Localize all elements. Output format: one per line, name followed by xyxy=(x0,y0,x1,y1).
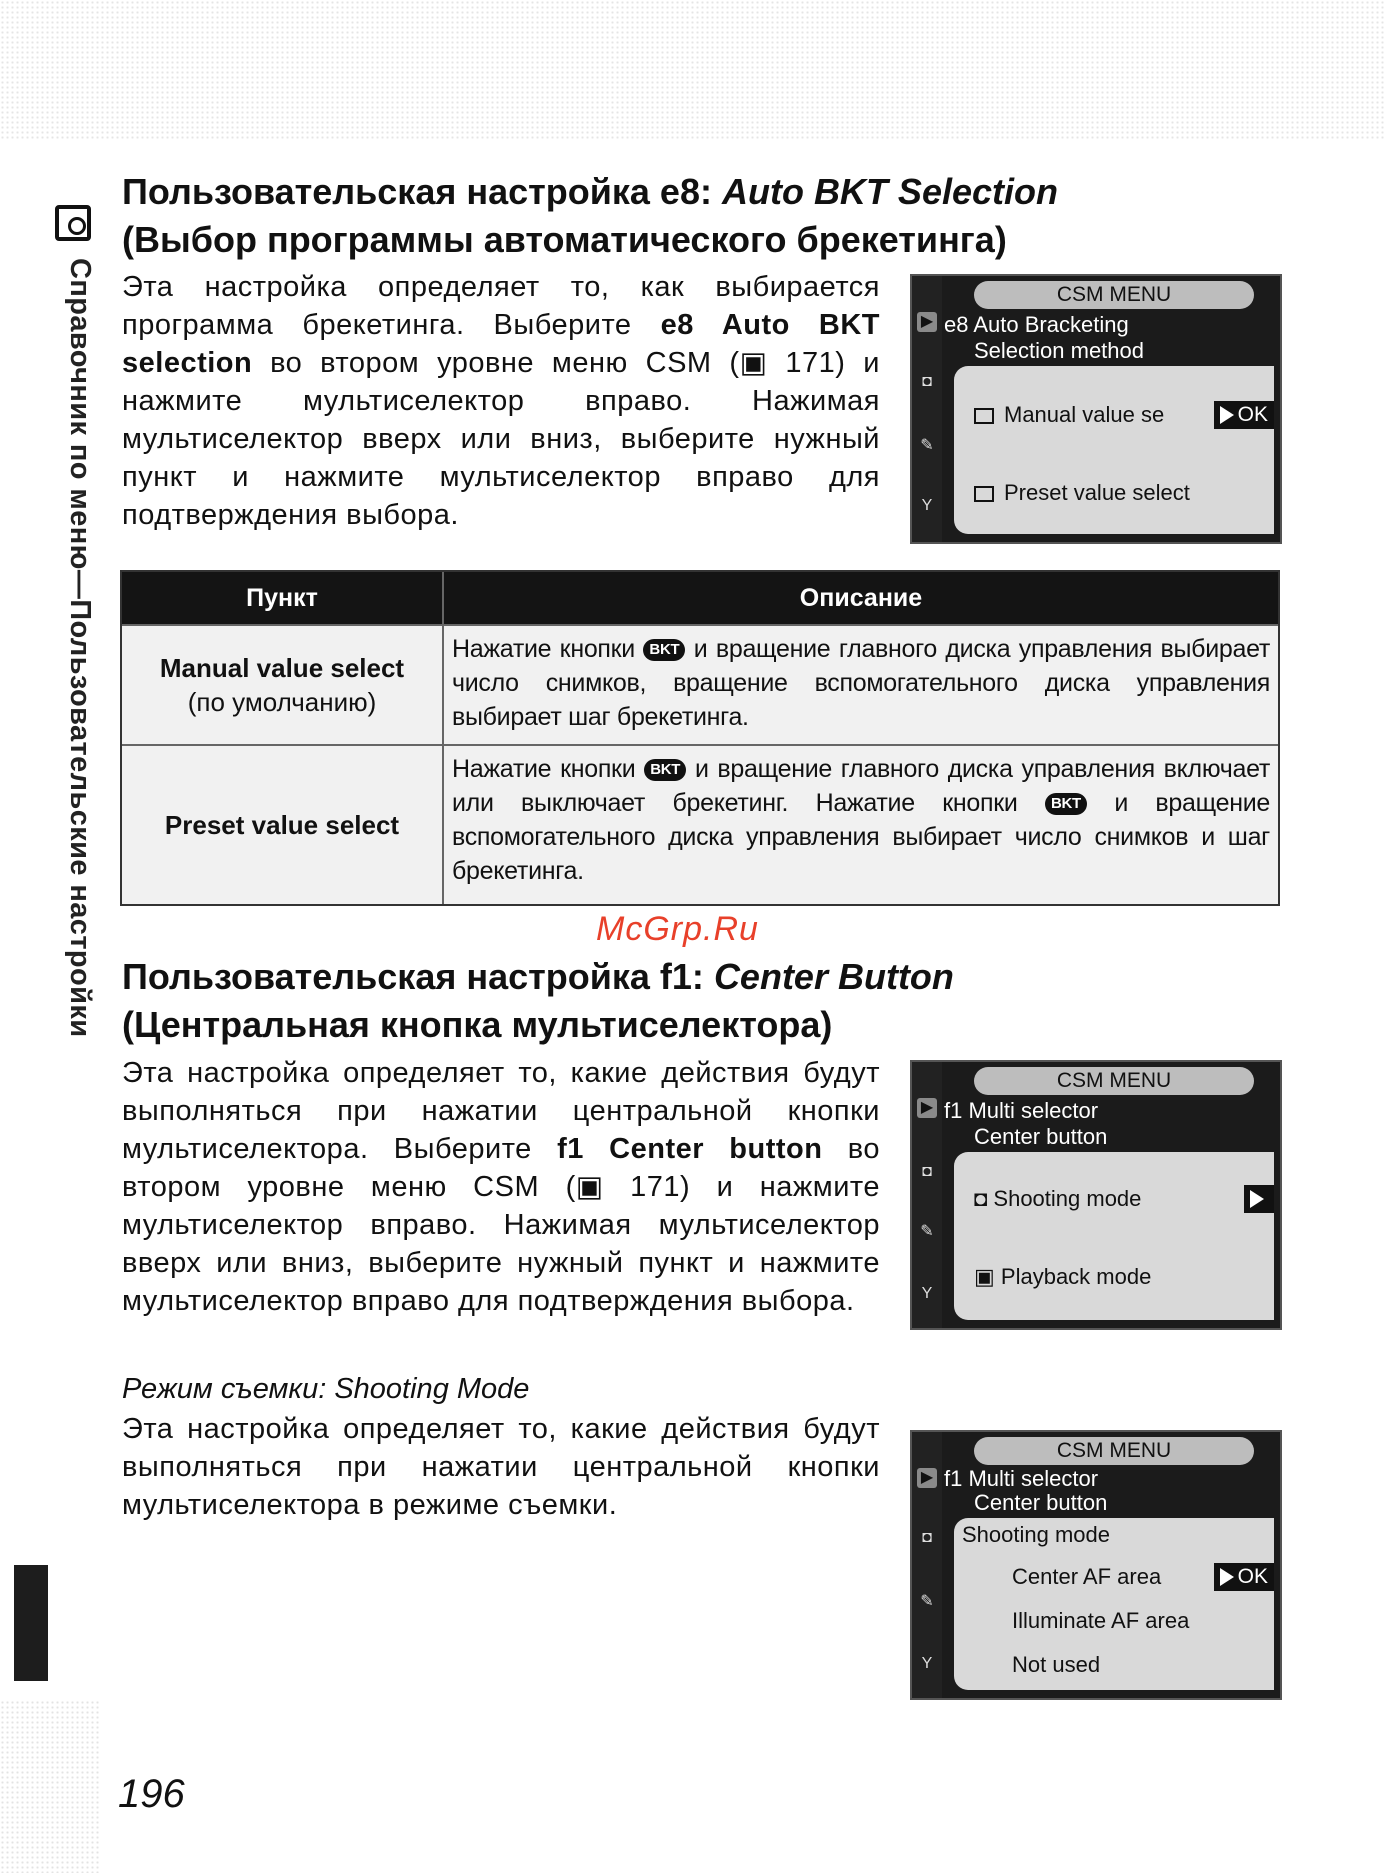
lcd-option-center-af: Center AF area OK xyxy=(954,1560,1274,1594)
bracket-icon xyxy=(974,408,994,424)
camera-icon: ◘ xyxy=(974,1186,994,1211)
wrench-tab-icon: Y xyxy=(921,497,933,514)
table-header-item: Пункт xyxy=(122,572,444,624)
bkt-button-icon: BKT xyxy=(643,639,685,661)
lcd-menu-title: CSM MENU xyxy=(974,1437,1254,1465)
playback-tab-icon: ▶ xyxy=(917,1468,937,1488)
pencil-tab-icon: ✎ xyxy=(920,437,934,454)
lcd-panel-title: Shooting mode xyxy=(962,1522,1110,1547)
table-row: Manual value select (по умолчанию) Нажатие кнопки BKT и вращение главного диска управления выбирает число снимков, вращение вспомогательного диска управления выбирает шаг брекетинга. xyxy=(122,624,1278,744)
section-thumb-tab xyxy=(14,1565,48,1681)
lcd-option-shooting: ◘ Shooting mode xyxy=(954,1182,1274,1216)
sidebar-section-label: Справочник по меню—Пользовательские настройки xyxy=(64,258,96,1038)
section-f1-title: Пользовательская настройка f1: Center Button xyxy=(122,956,954,997)
camera-tab-icon: ◘ xyxy=(922,373,932,390)
shooting-mode-heading: Режим съемки: Shooting Mode xyxy=(122,1373,530,1405)
table-row: Preset value select Нажатие кнопки BKT и вращение главного диска управления включает или выключает брекетинг. Нажатие кнопки BKT и вращение вспомогательного диска управления выбирает число снимков и шаг брекетинга. xyxy=(122,744,1278,904)
section-e8-paragraph: Эта настройка определяет то, как выбирается программа брекетинга. Выберите e8 Auto BKT selection во втором уровне меню CSM (▣ 171) и нажмите мультиселектор вправо. Нажимая мультиселектор вверх или вниз, выберите нужный пункт и нажмите мультиселектор вправо для подтверждения выбора. xyxy=(122,271,881,531)
playback-tab-icon: ▶ xyxy=(917,312,937,332)
section-e8-title: Пользовательская настройка e8: Auto BKT Selection xyxy=(122,171,1058,212)
section-f1-paragraph: Эта настройка определяет то, какие действия будут выполняться при нажатии центральной кнопки мультиселектора. Выберите f1 Center button во втором уровне меню CSM (▣ 171) и нажмите мультиселектор вправо. Нажимая мультиселектор вверх или вниз, выберите нужный пункт и нажмите мультиселектор вправо для подтверждения выбора. xyxy=(122,1057,880,1317)
page-number: 196 xyxy=(118,1772,185,1816)
lcd-f1-screen xyxy=(910,1060,1282,1330)
shooting-mode-paragraph: Эта настройка определяет то, какие действия будут выполняться при нажатии центральной кнопки мультиселектора в режиме съемки. xyxy=(122,1413,880,1521)
lcd-option-manual: Manual value se OK xyxy=(954,398,1274,432)
lcd-option-preset: Preset value select xyxy=(954,476,1274,510)
lcd-menu-title: CSM MENU xyxy=(974,281,1254,309)
lcd-option-not-used: Not used xyxy=(1012,1652,1101,1677)
camera-tab-icon: ◘ xyxy=(922,1529,932,1546)
watermark: McGrp.Ru xyxy=(596,910,759,948)
lcd-item-code: e8 Auto Bracketing xyxy=(944,312,1129,337)
lcd-item-code: f1 Multi selector xyxy=(944,1098,1099,1123)
lcd-item-code: f1 Multi selector xyxy=(944,1466,1099,1491)
camera-tab-icon: ◘ xyxy=(922,1163,932,1180)
bottom-scan-noise xyxy=(0,1700,100,1873)
lcd-e8-screen xyxy=(910,274,1282,544)
wrench-tab-icon: Y xyxy=(921,1285,933,1302)
pencil-tab-icon: ✎ xyxy=(920,1593,934,1610)
menu-ref-icon: ▣ xyxy=(575,1171,631,1203)
wrench-tab-icon: Y xyxy=(921,1655,933,1672)
lcd-option-playback: ▣ Playback mode xyxy=(974,1264,1152,1289)
pencil-tab-icon: ✎ xyxy=(920,1223,934,1240)
bracket-icon xyxy=(974,486,994,502)
lcd-shooting-screen xyxy=(910,1430,1282,1700)
bkt-button-icon: BKT xyxy=(644,759,686,781)
options-table xyxy=(120,570,1280,906)
top-scan-noise xyxy=(0,0,1384,140)
lcd-item-name: Center button xyxy=(974,1490,1108,1515)
table-header-description: Описание xyxy=(799,583,923,612)
lcd-item-name: Center button xyxy=(974,1124,1108,1149)
menu-ref-icon: ▣ xyxy=(739,347,786,379)
lcd-option-illuminate: Illuminate AF area xyxy=(1012,1608,1190,1633)
playback-tab-icon: ▶ xyxy=(917,1098,937,1118)
bkt-button-icon: BKT xyxy=(1045,793,1087,815)
camera-section-icon xyxy=(55,205,91,241)
section-f1-subtitle: (Центральная кнопка мультиселектора) xyxy=(122,1004,833,1045)
lcd-menu-title: CSM MENU xyxy=(974,1067,1254,1095)
lcd-item-name: Selection method xyxy=(974,338,1144,363)
playback-icon: ▣ xyxy=(974,1264,1001,1289)
section-e8-subtitle: (Выбор программы автоматического брекетинга) xyxy=(122,219,1007,260)
